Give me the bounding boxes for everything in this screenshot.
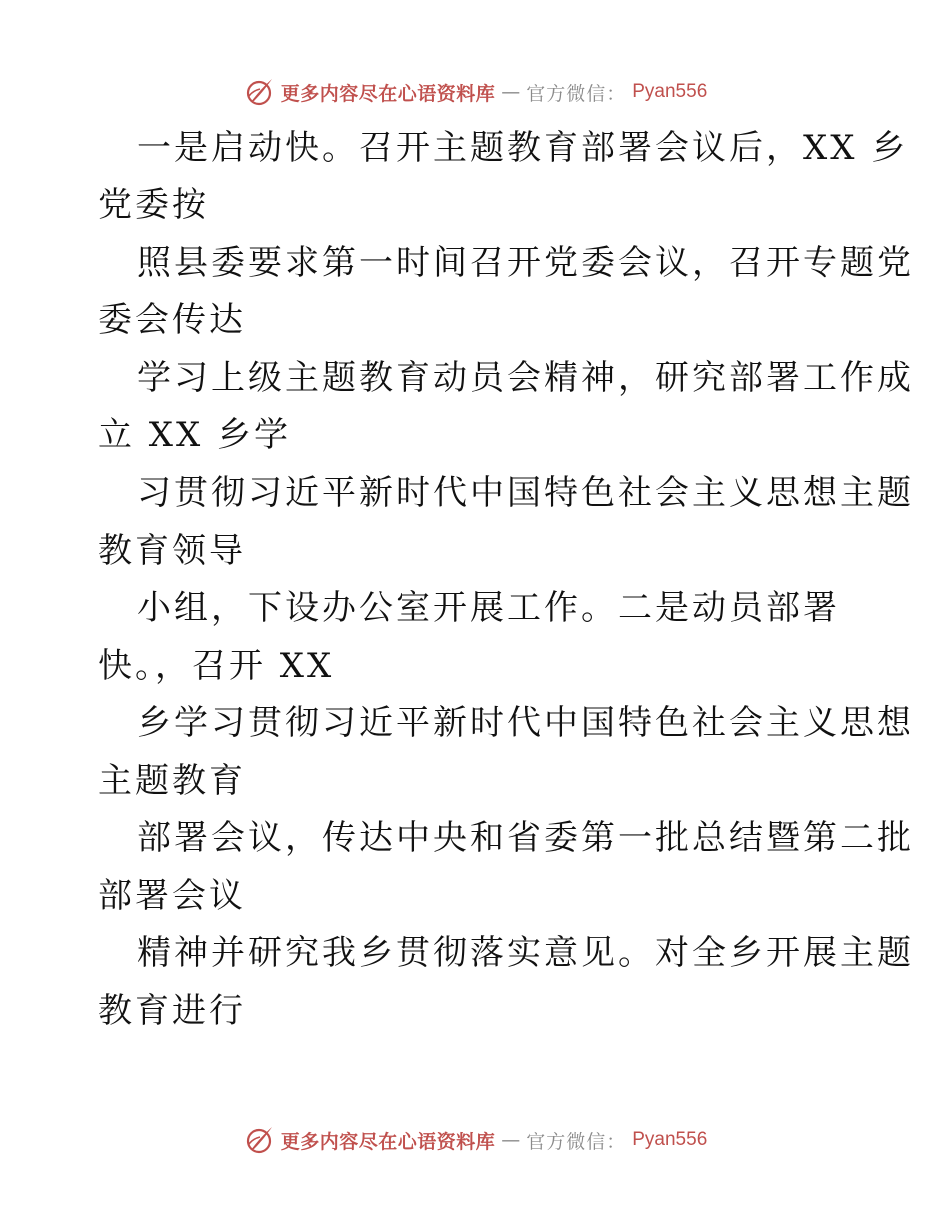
paragraph-line-9: 小组，下设办公室开展工作。二是动员部署	[137, 588, 840, 628]
paragraph-line-13: 部署会议，传达中央和省委第一批总结暨第二批	[137, 818, 914, 858]
paragraph-line-16: 教育进行	[98, 991, 246, 1031]
footer-banner	[0, 1120, 950, 1160]
paragraph-line-6: 立 XX 乡学	[98, 415, 292, 455]
quill-pen-logo-icon	[243, 1124, 275, 1156]
paragraph-line-5: 学习上级主题教育动员会精神，研究部署工作成	[137, 358, 914, 398]
paragraph-line-15: 精神并研究我乡贯彻落实意见。对全乡开展主题	[137, 933, 914, 973]
header-dash: —	[501, 81, 521, 103]
footer-wechat-id: Pyan556	[632, 1129, 708, 1150]
footer-site-text: 更多内容尽在心语资料库	[280, 1130, 496, 1153]
header-wechat-id: Pyan556	[632, 81, 708, 102]
footer-dash: —	[501, 1129, 521, 1151]
paragraph-line-2: 党委按	[98, 185, 209, 225]
paragraph-line-3: 照县委要求第一时间召开党委会议，召开专题党	[137, 243, 914, 283]
paragraph-line-7: 习贯彻习近平新时代中国特色社会主义思想主题	[137, 473, 914, 513]
paragraph-line-12: 主题教育	[98, 761, 246, 801]
paragraph-line-10: 快。，召开 XX	[98, 646, 335, 686]
paragraph-line-4: 委会传达	[98, 300, 246, 340]
footer-wechat-label: 官方微信：	[526, 1130, 627, 1153]
paragraph-line-1: 一是启动快。召开主题教育部署会议后，XX 乡	[137, 128, 909, 168]
paragraph-line-14: 部署会议	[98, 876, 246, 916]
paragraph-line-11: 乡学习贯彻习近平新时代中国特色社会主义思想	[137, 703, 914, 743]
header-wechat-label: 官方微信：	[526, 82, 627, 105]
paragraph-line-8: 教育领导	[98, 531, 246, 571]
header-site-text: 更多内容尽在心语资料库	[280, 82, 496, 105]
